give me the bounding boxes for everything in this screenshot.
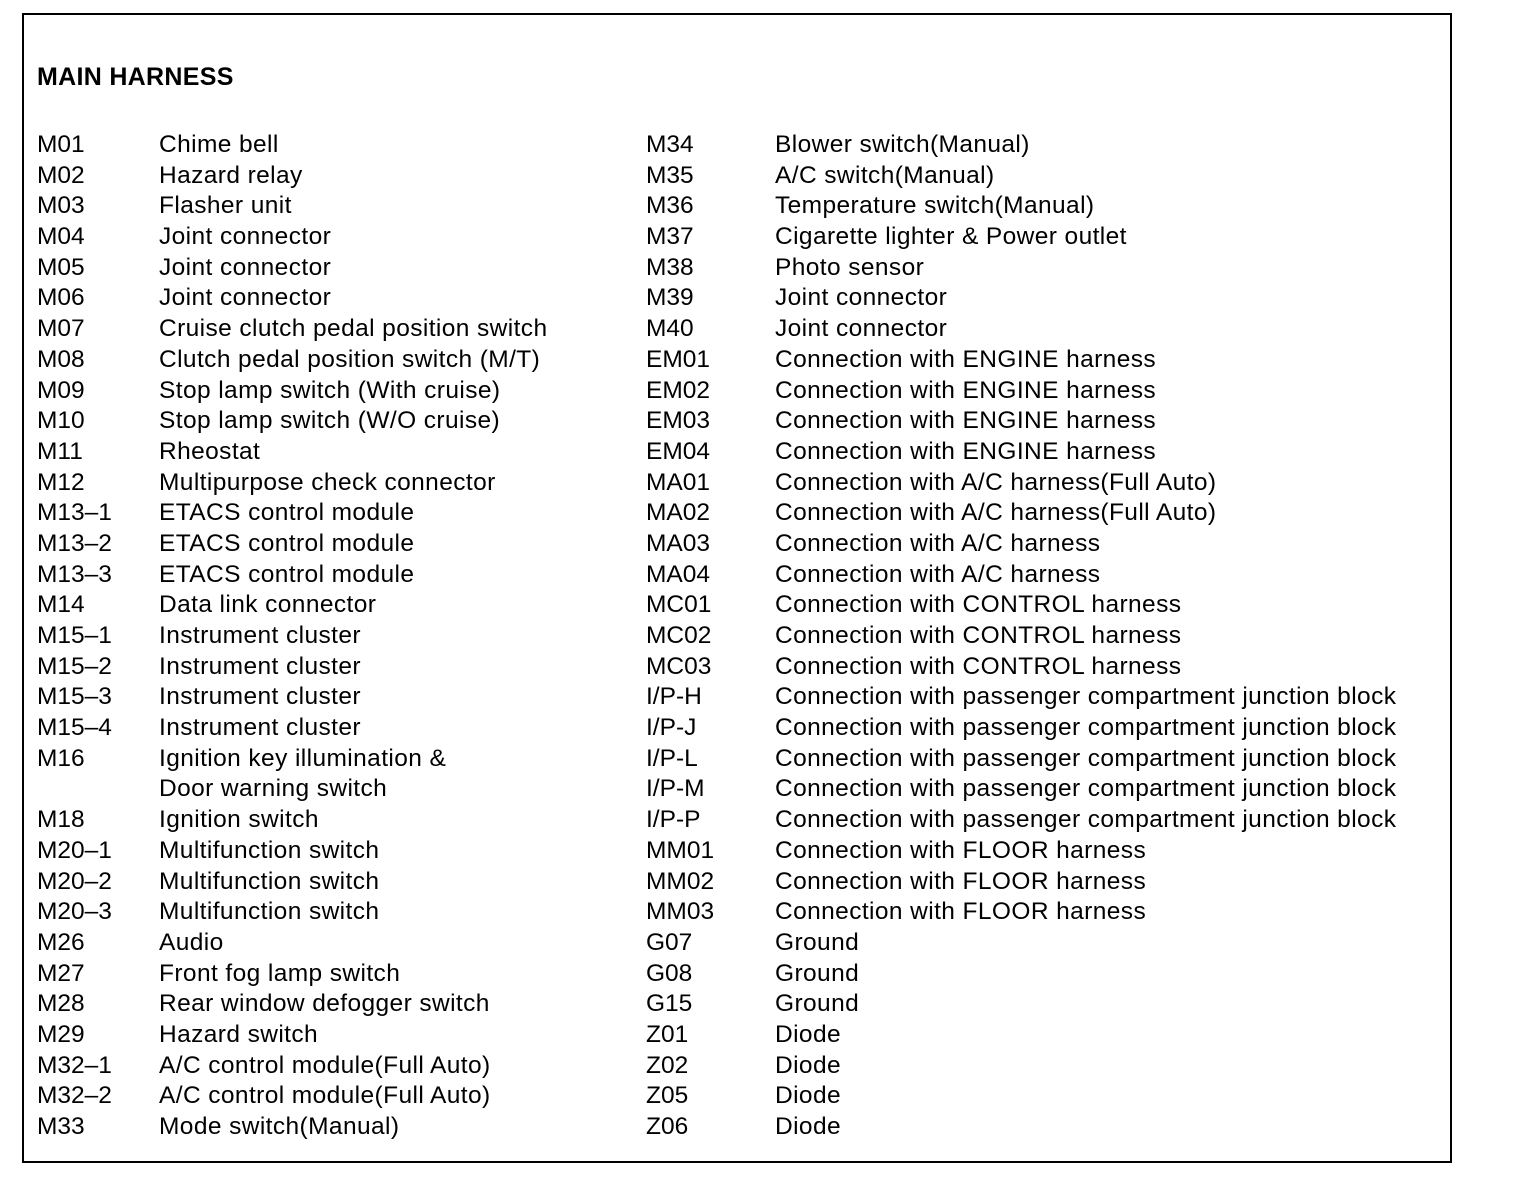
connector-code: MA04	[646, 560, 711, 588]
connector-description: Multifunction switch	[159, 898, 380, 926]
connector-code: MM03	[646, 898, 715, 926]
connector-code: M07	[37, 315, 85, 343]
connector-code: M20–3	[37, 898, 112, 926]
connector-row	[37, 682, 637, 713]
connector-code: M15–4	[37, 714, 112, 742]
connector-description: Joint connector	[159, 223, 332, 251]
connector-code: MC01	[646, 591, 712, 619]
connector-row	[646, 928, 1446, 959]
connector-code: M04	[37, 223, 85, 251]
connector-code: M11	[37, 437, 83, 465]
connector-row	[37, 713, 637, 744]
connector-description: Connection with CONTROL harness	[775, 622, 1182, 649]
connector-code: EM03	[646, 407, 711, 435]
connector-description: A/C control module(Full Auto)	[159, 1082, 491, 1110]
connector-description: Connection with ENGINE harness	[775, 407, 1157, 435]
connector-row	[646, 529, 1446, 560]
connector-description: Multipurpose check connector	[159, 468, 496, 496]
connector-row	[37, 314, 637, 345]
connector-description: Rheostat	[159, 437, 261, 465]
connector-code: M27	[37, 959, 85, 987]
connector-description: Instrument cluster	[159, 714, 361, 742]
connector-row	[646, 682, 1446, 713]
connector-description: Blower switch(Manual)	[775, 131, 1030, 158]
connector-row	[646, 989, 1446, 1020]
connector-description: Audio	[159, 928, 224, 956]
connector-row	[646, 283, 1446, 314]
connector-row	[646, 253, 1446, 284]
connector-description: Connection with A/C harness(Full Auto)	[775, 468, 1217, 496]
connector-row	[646, 406, 1446, 437]
connector-description: Joint connector	[159, 284, 332, 312]
connector-row	[37, 959, 637, 990]
connector-description: ETACS control module	[159, 560, 415, 588]
connector-description: A/C switch(Manual)	[775, 161, 995, 189]
connector-code: G15	[646, 990, 693, 1018]
connector-description: ETACS control module	[159, 499, 415, 527]
connector-code: M14	[37, 591, 85, 619]
connector-row	[37, 529, 637, 560]
connector-row	[37, 621, 637, 652]
connector-code: M15–2	[37, 652, 112, 680]
connector-row	[646, 345, 1446, 376]
connector-description: Cigarette lighter & Power outlet	[775, 223, 1127, 251]
connector-description: Connection with FLOOR harness	[775, 898, 1147, 926]
connector-code: M37	[646, 223, 694, 251]
connector-description: Connection with ENGINE harness	[775, 376, 1157, 404]
connector-row	[37, 1020, 637, 1051]
connector-row	[646, 590, 1446, 621]
connector-description: Multifunction switch	[159, 836, 380, 864]
connector-row	[646, 191, 1446, 222]
connector-description: A/C control module(Full Auto)	[159, 1051, 491, 1079]
connector-description: Photo sensor	[775, 253, 925, 281]
connector-code: MA02	[646, 499, 711, 527]
connector-description: Joint connector	[159, 253, 332, 281]
connector-code: I/P-H	[646, 683, 702, 711]
connector-row	[37, 253, 637, 284]
connector-description: Hazard relay	[159, 161, 303, 189]
connector-code: G07	[646, 928, 693, 956]
connector-code: M26	[37, 928, 85, 956]
connector-description: Clutch pedal position switch (M/T)	[159, 345, 541, 373]
connector-description: Diode	[775, 1082, 842, 1110]
connector-description: Connection with FLOOR harness	[775, 867, 1147, 895]
connector-code: M39	[646, 284, 694, 312]
connector-description: Stop lamp switch (With cruise)	[159, 376, 501, 404]
connector-code: M13–3	[37, 560, 112, 588]
connector-code: M20–1	[37, 836, 112, 864]
connector-code: I/P-J	[646, 714, 697, 742]
connector-row	[646, 836, 1446, 867]
connector-description: Joint connector	[775, 315, 948, 343]
connector-description: Diode	[775, 1113, 842, 1140]
connector-row	[646, 713, 1446, 744]
connector-code: M15–1	[37, 622, 112, 649]
connector-description: Connection with passenger compartment junction block	[775, 744, 1397, 772]
connector-row	[646, 774, 1446, 805]
connector-code: M18	[37, 806, 85, 834]
connector-code: M32–1	[37, 1051, 112, 1079]
connector-description: Connection with A/C harness	[775, 529, 1101, 557]
connector-row	[37, 805, 637, 836]
connector-row	[37, 836, 637, 867]
connector-description: Connection with ENGINE harness	[775, 345, 1157, 373]
connector-row	[37, 774, 637, 805]
connector-row	[37, 406, 637, 437]
connector-row	[646, 1112, 1446, 1143]
right-connector-list	[646, 130, 1446, 1143]
connector-description: Diode	[775, 1020, 842, 1048]
connector-row	[646, 437, 1446, 468]
connector-description: Connection with passenger compartment junction block	[775, 683, 1397, 711]
connector-description: Connection with CONTROL harness	[775, 591, 1182, 619]
connector-code: M34	[646, 131, 694, 158]
connector-description: Instrument cluster	[159, 622, 361, 649]
connector-row	[37, 191, 637, 222]
connector-code: M13–2	[37, 529, 112, 557]
connector-code: M09	[37, 376, 85, 404]
connector-row	[37, 560, 637, 591]
connector-row	[646, 130, 1446, 161]
connector-row	[646, 222, 1446, 253]
connector-row	[646, 959, 1446, 990]
connector-description: Hazard switch	[159, 1020, 319, 1048]
connector-description: Stop lamp switch (W/O cruise)	[159, 407, 501, 435]
connector-description: Connection with A/C harness(Full Auto)	[775, 499, 1217, 527]
connector-row	[646, 805, 1446, 836]
connector-code: MA03	[646, 529, 711, 557]
connector-code: M20–2	[37, 867, 112, 895]
connector-code: M33	[37, 1113, 85, 1140]
connector-code: M35	[646, 161, 694, 189]
connector-description: Door warning switch	[159, 775, 388, 803]
connector-row	[37, 283, 637, 314]
connector-row	[646, 314, 1446, 345]
connector-code: M32–2	[37, 1082, 112, 1110]
connector-code: M05	[37, 253, 85, 281]
connector-code: M16	[37, 744, 85, 772]
connector-description: Connection with ENGINE harness	[775, 437, 1157, 465]
connector-code: M13–1	[37, 499, 112, 527]
page-title: MAIN HARNESS	[37, 63, 234, 91]
connector-code: M38	[646, 253, 694, 281]
connector-description: Connection with passenger compartment junction block	[775, 775, 1397, 803]
connector-row	[37, 867, 637, 898]
connector-description: Chime bell	[159, 131, 279, 158]
connector-code: M29	[37, 1020, 85, 1048]
connector-row	[37, 468, 637, 499]
connector-row	[37, 1081, 637, 1112]
connector-row	[646, 1020, 1446, 1051]
connector-description: Instrument cluster	[159, 683, 361, 711]
connector-row	[37, 897, 637, 928]
connector-row	[37, 498, 637, 529]
connector-row	[646, 376, 1446, 407]
connector-description: Connection with FLOOR harness	[775, 836, 1147, 864]
connector-code: Z01	[646, 1020, 689, 1048]
connector-row	[646, 652, 1446, 683]
connector-row	[37, 590, 637, 621]
connector-row	[646, 468, 1446, 499]
connector-row	[646, 897, 1446, 928]
connector-row	[37, 652, 637, 683]
connector-code: MA01	[646, 468, 711, 496]
connector-row	[37, 989, 637, 1020]
connector-description: Joint connector	[775, 284, 948, 312]
connector-description: Connection with passenger compartment junction block	[775, 714, 1397, 742]
connector-description: Diode	[775, 1051, 842, 1079]
left-connector-list	[37, 130, 637, 1143]
connector-code: M06	[37, 284, 85, 312]
connector-code: M40	[646, 315, 694, 343]
connector-code: EM04	[646, 437, 711, 465]
connector-code: MM02	[646, 867, 715, 895]
connector-code: M12	[37, 468, 85, 496]
connector-description: Front fog lamp switch	[159, 959, 401, 987]
connector-code: M08	[37, 345, 85, 373]
connector-code: M36	[646, 192, 694, 220]
connector-row	[37, 928, 637, 959]
connector-code: MC02	[646, 622, 712, 649]
connector-code: G08	[646, 959, 693, 987]
connector-description: Instrument cluster	[159, 652, 361, 680]
connector-description: Mode switch(Manual)	[159, 1113, 400, 1140]
connector-row	[37, 1051, 637, 1082]
connector-code: M15–3	[37, 683, 112, 711]
connector-code: M28	[37, 990, 85, 1018]
connector-code: M02	[37, 161, 85, 189]
connector-row	[37, 130, 637, 161]
connector-code: I/P-L	[646, 744, 698, 772]
connector-row	[37, 744, 637, 775]
connector-description: Connection with passenger compartment junction block	[775, 806, 1397, 834]
connector-description: Multifunction switch	[159, 867, 380, 895]
connector-code: EM01	[646, 345, 711, 373]
connector-code: I/P-M	[646, 775, 705, 803]
connector-code: I/P-P	[646, 806, 701, 834]
connector-description: Ignition switch	[159, 806, 319, 834]
connector-row	[646, 498, 1446, 529]
connector-row	[646, 621, 1446, 652]
connector-row	[646, 1051, 1446, 1082]
connector-row	[37, 1112, 637, 1143]
connector-description: ETACS control module	[159, 529, 415, 557]
connector-description: Ignition key illumination &	[159, 744, 447, 772]
connector-row	[37, 161, 637, 192]
connector-row	[646, 744, 1446, 775]
connector-code: MM01	[646, 836, 715, 864]
connector-code: Z06	[646, 1113, 689, 1140]
connector-row	[646, 867, 1446, 898]
connector-row	[646, 560, 1446, 591]
connector-row	[37, 437, 637, 468]
connector-row	[646, 1081, 1446, 1112]
connector-row	[37, 222, 637, 253]
connector-description: Ground	[775, 959, 860, 987]
connector-code: Z02	[646, 1051, 689, 1079]
connector-description: Data link connector	[159, 591, 377, 619]
connector-description: Ground	[775, 928, 860, 956]
connector-row	[37, 376, 637, 407]
connector-description: Flasher unit	[159, 192, 292, 220]
connector-description: Connection with CONTROL harness	[775, 652, 1182, 680]
connector-code: M01	[37, 131, 85, 158]
connector-description: Temperature switch(Manual)	[775, 192, 1095, 220]
connector-code: Z05	[646, 1082, 689, 1110]
connector-description: Ground	[775, 990, 860, 1018]
connector-description: Connection with A/C harness	[775, 560, 1101, 588]
connector-code: M03	[37, 192, 85, 220]
connector-code: M10	[37, 407, 85, 435]
connector-row	[646, 161, 1446, 192]
connector-description: Rear window defogger switch	[159, 990, 490, 1018]
connector-code: EM02	[646, 376, 711, 404]
connector-row	[37, 345, 637, 376]
connector-code: MC03	[646, 652, 712, 680]
connector-description: Cruise clutch pedal position switch	[159, 315, 548, 343]
